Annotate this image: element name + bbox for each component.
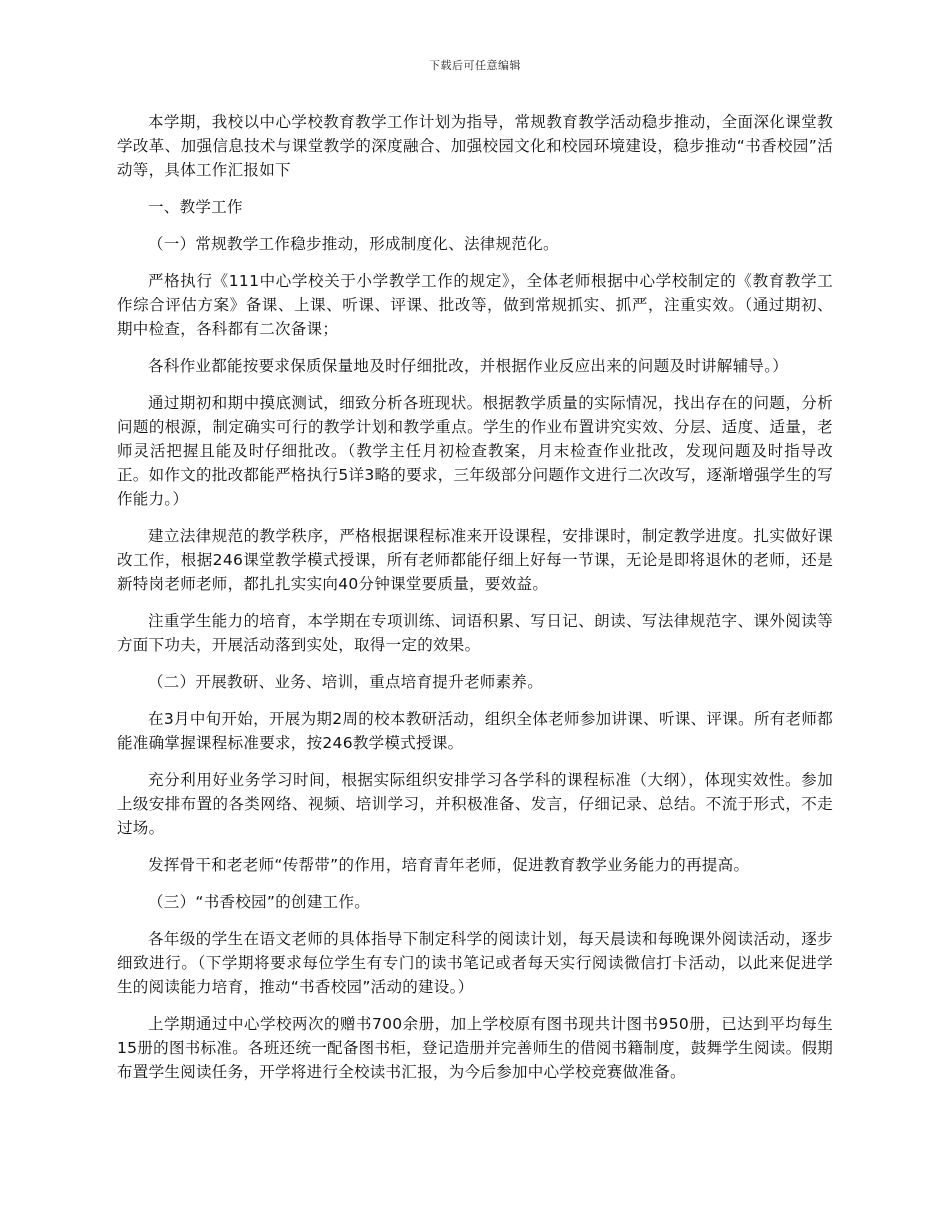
paragraph-intro: 本学期，我校以中心学校教育教学工作计划为指导，常规教育教学活动稳步推动，全面深化课堂教学改革、加强信息技术与课堂教学的深度融合、加强校园文化和校园环境建设，稳步推动“书香校园”活动等，具体工作汇报如下 [117,113,833,179]
paragraph-abilities: 注重学生能力的培育，本学期在专项训练、词语积累、写日记、朗读、写法律规范字、课外阅读等方面下功夫，开展活动落到实处，取得一定的效果。 [117,612,833,654]
subsection-heading-training: （二）开展教研、业务、培训，重点培育提升老师素养。 [148,673,544,691]
document-body [117,110,833,1097]
subsection-heading-routine: （一）常规教学工作稳步推动，形成制度化、法律规范化。 [148,235,559,253]
paragraph-testing: 通过期初和期中摸底测试，细致分析各班现状。根据教学质量的实际情况，找出存在的问题，分析问题的根源，制定确实可行的教学计划和教学重点。学生的作业布置讲究实效、分层、适度、适量，老师灵活把握且能及时仔细批改。（教学主任月初检查教案，月末检查作业批改，发现问题及时指导改正。如作文的批改都能严格执行5详3略的要求，三年级部分问题作文进行二次改写，逐渐增强学生的写作能力。） [117,394,833,508]
paragraph-reading-plan: 各年级的学生在语文老师的具体指导下制定科学的阅读计划，每天晨读和每晚课外阅读活动，逐步细致进行。（下学期将要求每位学生有专门的读书笔记或者每天实行阅读微信打卡活动，以此来促进学生的阅读能力培育，推动“书香校园”活动的建设。） [117,930,833,996]
paragraph-mentoring: 发挥骨干和老老师“传帮带”的作用，培育青年老师，促进教育教学业务能力的再提高。 [148,856,750,874]
paragraph-regulations: 严格执行《111中心学校关于小学教学工作的规定》，全体老师根据中心学校制定的《教育教学工作综合评估方案》备课、上课、听课、评课、批改等，做到常规抓实、抓严，注重实效。（通过期初、期中检查，各科都有二次备课； [117,272,833,338]
section-heading-teaching: 一、教学工作 [148,198,243,216]
paragraph-homework: 各科作业都能按要求保质保量地及时仔细批改，并根据作业反应出来的问题及时讲解辅导。） [148,357,789,375]
paragraph-books: 上学期通过中心学校两次的赠书700余册，加上学校原有图书现共计图书950册，已达到平均每生15册的图书标准。各班还统一配备图书柜，登记造册并完善师生的借阅书籍制度，鼓舞学生阅读。假期布置学生阅读任务，开学将进行全校读书汇报，为今后参加中心学校竞赛做准备。 [117,1015,833,1081]
paragraph-order: 建立法律规范的教学秩序，严格根据课程标准来开设课程，安排课时，制定教学进度。扎实做好课改工作，根据246课堂教学模式授课，所有老师都能仔细上好每一节课，无论是即将退休的老师，还是新特岗老师老师，都扎扎实实向40分钟课堂要质量，要效益。 [117,527,833,593]
header-note: 下载后可任意编辑 [429,59,521,72]
subsection-heading-reading-campus: （三）“书香校园”的创建工作。 [148,893,371,911]
paragraph-research: 在3月中旬开始，开展为期2周的校本教研活动，组织全体老师参加讲课、听课、评课。所有老师都能准确掌握课程标准要求，按246教学模式授课。 [117,710,833,752]
paragraph-study-time: 充分利用好业务学习时间，根据实际组织安排学习各学科的课程标准（大纲），体现实效性。参加上级安排布置的各类网络、视频、培训学习，并积极准备、发言，仔细记录、总结。不流于形式，不走过场。 [117,771,833,837]
